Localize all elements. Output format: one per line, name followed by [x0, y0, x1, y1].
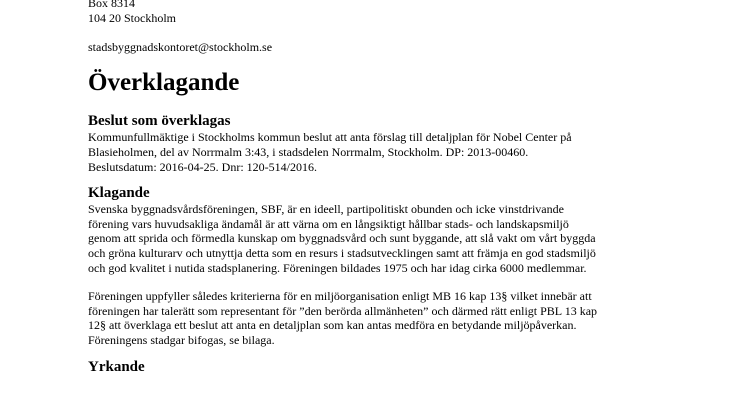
text-line: förening vars huvudsakliga ändamål är att värna om en långsiktigt hållbar stads- och landskapsmiljö: [88, 216, 569, 231]
text-line: Föreningen uppfyller således kriterierna för en miljöorganisation enligt MB 16 kap 13§ vilket innebär att: [88, 289, 592, 304]
document-page: [88, 0, 738, 386]
section-beslut-som-overklagas: [88, 112, 738, 174]
text-line: föreningen har talerätt som representant för ”den berörda allmänheten” och därmed rätt enligt PBL 13 kap: [88, 303, 598, 318]
text-line: Beslutsdatum: 2016-04-25. Dnr: 120-514/2016.: [88, 159, 317, 174]
section-klagande: [88, 184, 738, 347]
address-box: Box 8314: [88, 0, 136, 10]
text-line: 12§ att överklaga ett beslut att anta en detaljplan som kan antas medföra en betydande miljöpåverkan.: [88, 318, 577, 333]
document-body: [88, 112, 738, 375]
section-heading: Klagande: [88, 185, 150, 202]
section-heading: Beslut som överklagas: [88, 113, 231, 130]
text-line: genom att sprida och förmedla kunskap om byggnadsvård och sunt byggande, att slå vakt om vårt byggda: [88, 231, 596, 246]
text-line: Föreningens stadgar bifogas, se bilaga.: [88, 332, 275, 347]
address-city: 104 20 Stockholm: [88, 10, 177, 25]
text-line: och god kvalitet i nutida stadsplanering. Föreningen bildades 1975 och har idag cirka 6000 medlemmar.: [88, 260, 587, 275]
paragraph: [88, 202, 738, 275]
paragraph: [88, 130, 738, 174]
text-line: Kommunfullmäktige i Stockholms kommun beslut att anta förslag till detaljplan för Nobel Center på: [88, 130, 572, 145]
section-yrkande: [88, 358, 738, 376]
section-heading: Yrkande: [88, 358, 145, 375]
text-line: Svenska byggnadsvårdsföreningen, SBF, är en ideell, partipolitiskt obunden och icke vinstdrivande: [88, 202, 564, 217]
address-email: stadsbyggnadskontoret@stockholm.se: [88, 39, 273, 54]
text-line: Blasieholmen, del av Norrmalm 3:43, i stadsdelen Norrmalm, Stockholm. DP: 2013-00460.: [88, 144, 529, 159]
text-line: och gröna kulturarv och utnyttja detta som en resurs i stadsutvecklingen samt att främja en god stadsmiljö: [88, 245, 596, 260]
recipient-address: [88, 0, 738, 54]
paragraph: [88, 289, 738, 347]
document-title: Överklagande: [88, 69, 240, 97]
